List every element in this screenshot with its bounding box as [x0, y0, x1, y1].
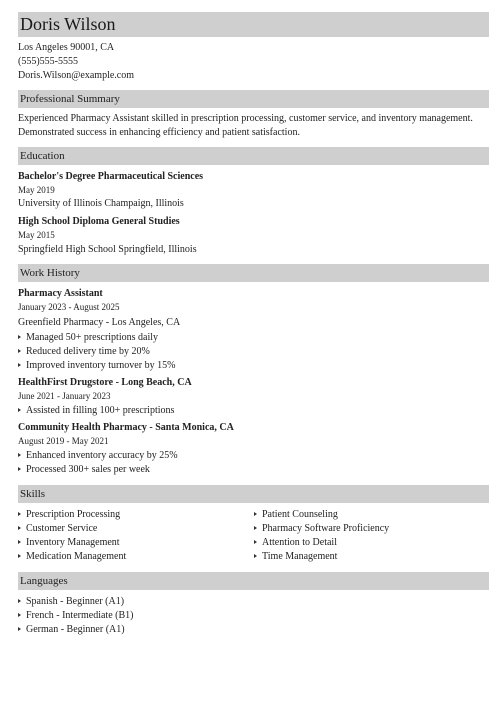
education-school: University of Illinois Champaign, Illinois [18, 198, 184, 209]
skill-item [18, 508, 120, 521]
bullet-icon [18, 453, 21, 457]
education-degree: High School Diploma General Studies [18, 216, 180, 227]
skill-label: Inventory Management [26, 537, 120, 548]
phone: (555)555-5555 [18, 56, 78, 67]
education-date: May 2015 [18, 230, 55, 240]
job-bullet: Managed 50+ prescriptions daily [26, 332, 158, 343]
skill-label: Time Management [262, 551, 338, 562]
summary-section-header [18, 90, 489, 108]
list-item [18, 404, 174, 417]
skill-label: Customer Service [26, 523, 98, 534]
job-title: HealthFirst Drugstore - Long Beach, CA [18, 377, 192, 388]
bullet-icon [254, 554, 257, 558]
bullet-icon [254, 540, 257, 544]
language-item [18, 623, 125, 636]
bullet-icon [18, 554, 21, 558]
bullet-icon [18, 349, 21, 353]
education-date: May 2019 [18, 185, 55, 195]
language-label: French - Intermediate (B1) [26, 610, 134, 621]
skill-item [254, 536, 337, 549]
education-section-header [18, 147, 489, 165]
bullet-icon [254, 526, 257, 530]
job-bullet: Assisted in filling 100+ prescriptions [26, 405, 175, 416]
bullet-icon [18, 408, 21, 412]
skill-label: Attention to Detail [262, 537, 337, 548]
work-title: Work History [20, 267, 80, 279]
bullet-icon [18, 599, 21, 603]
skill-label: Medication Management [26, 551, 127, 562]
language-item [18, 595, 124, 608]
job-dates: January 2023 - August 2025 [18, 302, 120, 312]
bullet-icon [18, 526, 21, 530]
job-bullet: Processed 300+ sales per week [26, 464, 150, 475]
list-item [18, 359, 175, 372]
languages-title: Languages [20, 575, 68, 587]
candidate-name: Doris Wilson [20, 14, 116, 34]
bullet-icon [18, 335, 21, 339]
language-label: German - Beginner (A1) [26, 624, 125, 635]
education-school: Springfield High School Springfield, Illinois [18, 244, 197, 255]
bullet-icon [18, 512, 21, 516]
list-item [18, 463, 150, 476]
summary-text: Experienced Pharmacy Assistant skilled in prescription processing, customer service, and inventory management. Demonstrated success in enhancing efficiency and patient satisfaction. [18, 113, 473, 138]
job-bullet: Improved inventory turnover by 15% [26, 360, 176, 371]
skill-label: Patient Counseling [262, 509, 338, 520]
work-section-header [18, 264, 489, 282]
list-item [18, 345, 150, 358]
bullet-icon [18, 627, 21, 631]
skill-item [254, 522, 389, 535]
job-dates: August 2019 - May 2021 [18, 436, 109, 446]
bullet-icon [18, 540, 21, 544]
language-label: Spanish - Beginner (A1) [26, 596, 125, 607]
skill-label: Pharmacy Software Proficiency [262, 523, 390, 534]
education-title: Education [20, 150, 65, 162]
address: Los Angeles 90001, CA [18, 42, 115, 53]
job-bullet: Enhanced inventory accuracy by 25% [26, 450, 178, 461]
job-dates: June 2021 - January 2023 [18, 391, 111, 401]
job-bullet: Reduced delivery time by 20% [26, 346, 150, 357]
job-title: Community Health Pharmacy - Santa Monica, CA [18, 422, 234, 433]
skill-item [254, 550, 337, 563]
bullet-icon [254, 512, 257, 516]
languages-section-header [18, 572, 489, 590]
summary-title: Professional Summary [20, 93, 120, 105]
list-item [18, 449, 178, 462]
job-company: Greenfield Pharmacy - Los Angeles, CA [18, 317, 181, 328]
skill-item [18, 522, 97, 535]
skill-item [18, 550, 126, 563]
skill-label: Prescription Processing [26, 509, 121, 520]
email: Doris.Wilson@example.com [18, 70, 135, 81]
language-item [18, 609, 133, 622]
list-item [18, 331, 158, 344]
name-header-bar [18, 12, 489, 37]
skill-item [254, 508, 338, 521]
bullet-icon [18, 363, 21, 367]
skills-title: Skills [20, 488, 46, 500]
bullet-icon [18, 613, 21, 617]
job-title: Pharmacy Assistant [18, 288, 103, 299]
bullet-icon [18, 467, 21, 471]
education-degree: Bachelor's Degree Pharmaceutical Sciences [18, 171, 204, 182]
skills-section-header [18, 485, 489, 503]
skill-item [18, 536, 120, 549]
